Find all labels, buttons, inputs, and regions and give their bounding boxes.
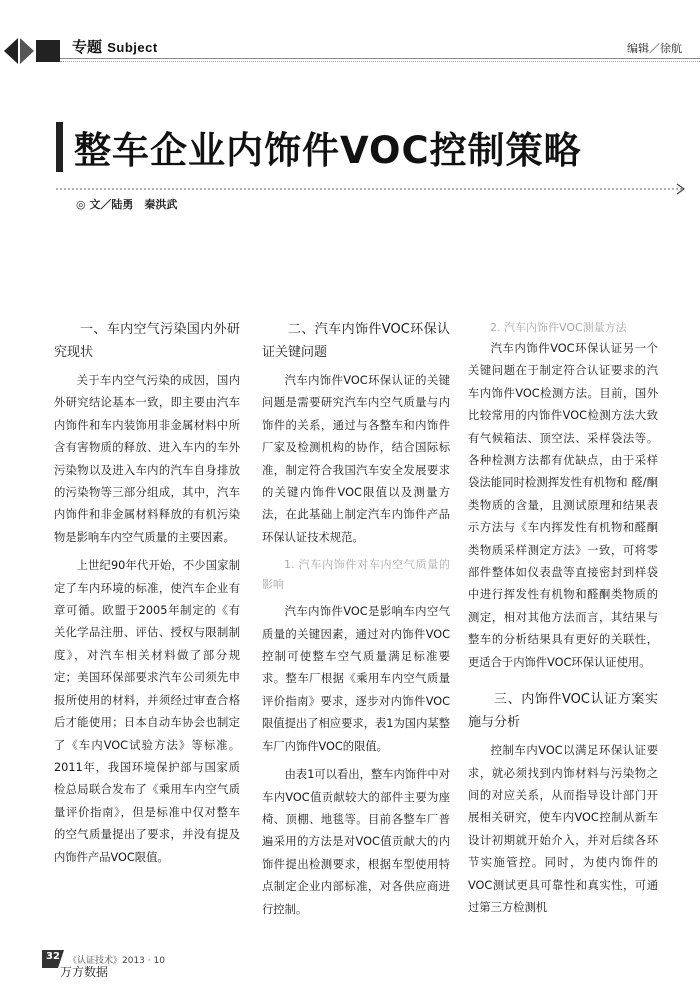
header-rule [60, 58, 700, 59]
header-diamond-logo [4, 36, 60, 66]
paragraph: 由表1可以看出，整车内饰件中对车内VOC值贡献较大的部件主要为座椅、顶棚、地毯等。目前各整车厂普遍采用的方法是对VOC值贡献大的内饰件提出检测要求，根据车型使用特点制定企业内部标准，对各供应商进行控制。 [262, 768, 450, 916]
paragraph: 汽车内饰件VOC环保认证另一个关键问题在于制定符合认证要求的汽车内饰件VOC检测方法。目前，国外比较常用的内饰件VOC检测方法大致有气候箱法、顶空法、采样袋法等。各种检测方法都有优缺点，由于采样袋法能同时检测挥发性有机物和 醛/酮类物质的含量，且测试原理和结果表示方法与《车内挥发性有机物和醛酮类物质采样测定方法》一致，可将零部件整体如仪表盘等直接密封到样袋中进行挥发性有机物和醛酮类物质的测定，相对其他方法而言，其结果与整车的分析结果具有更好的关联性，更适合于内饰件VOC环保认证使用。 [468, 342, 658, 669]
article-title: 整车企业内饰件VOC控制策略 [74, 129, 582, 172]
article-authors: ◎ 文／陆勇 秦洪武 [76, 198, 178, 211]
journal-issue: 《认证技术》2013 · 10 [68, 956, 165, 966]
heading-section-3: 三、内饰件VOC认证方案实施与分析 [468, 692, 658, 731]
heading-section-2: 二、汽车内饰件VOC环保认证关键问题 [262, 322, 450, 360]
header-rule-dotted [60, 61, 700, 62]
paragraph: 汽车内饰件VOC是影响车内空气质量的关键因素，通过对内饰件VOC控制可使整车空气质量满足标准要求。整车厂根据《乘用车内空气质量评价指南》要求，逐步对内饰件VOC限值提出了相应要求，表1为国内某整车厂内饰件VOC的限值。 [262, 605, 450, 753]
column-3 [468, 318, 658, 919]
section-cn: 专题 [72, 38, 103, 56]
subheading-2-2: 2. 汽车内饰件VOC测量方法 [490, 321, 627, 334]
column-1 [54, 318, 240, 869]
database-watermark: 万方数据 [60, 965, 109, 979]
paragraph: 上世纪90年代开始，不少国家制定了车内环境的标准，使汽车企业有章可循。欧盟于2005年制定的《有关化学品注册、评估、授权与限制制度》，对汽车相关材料做了部分规定；美国环保部要求汽车公司须先申报所使用的材料，并须经过审查合格后才能使用；日本自动车协会也制定了《车内VOC试验方法》等标准。2011年，我国环境保护部与国家质检总局联合发布了《乘用车内空气质量评价指南》，但是标准中仅对整车的空气质量提出了要求，并没有提及内饰件产品VOC限值。 [54, 559, 240, 864]
paragraph: 关于车内空气污染的成因，国内外研究结论基本一致，即主要由汽车内饰件和车内装饰用非金属材料中所含有害物质的释放、进入车内的车外污染物以及进入车内的汽车自身排放的污染物等三部分组成，其中，汽车内饰件和非金属材料释放的有机污染物是影响车内空气质量的主要因素。 [54, 374, 240, 544]
editor-credit: 编辑／徐航 [627, 42, 682, 55]
section-label [72, 36, 158, 57]
section-en: Subject [107, 40, 158, 55]
subheading-2-1: 1. 汽车内饰件对车内空气质量的影响 [262, 558, 450, 592]
heading-section-1: 一、车内空气污染国内外研究现状 [54, 322, 240, 360]
paragraph: 控制车内VOC以满足环保认证要求，就必须找到内饰材料与污染物之间的对应关系，从而指导设计部门开展相关研究，使车内VOC控制从新车设计初期就开始介入，并对后续各环节实施管控。同时，为使内饰件的VOC测试更具可靠性和真实性，可通过第三方检测机 [468, 744, 658, 914]
title-dotted-arrow [56, 182, 690, 196]
page-number: 32 [46, 951, 60, 962]
paragraph: 汽车内饰件VOC环保认证的关键问题是需要研究汽车内空气质量与内饰件的关系，通过与各整车和内饰件厂家及检测机构的协作，结合国际标准，制定符合我国汽车安全发展要求的关键内饰件VOC限值以及测量方法，在此基础上制定汽车内饰件产品环保认证技术规范。 [262, 374, 450, 544]
title-accent-bar [56, 122, 63, 172]
column-2 [262, 318, 450, 921]
